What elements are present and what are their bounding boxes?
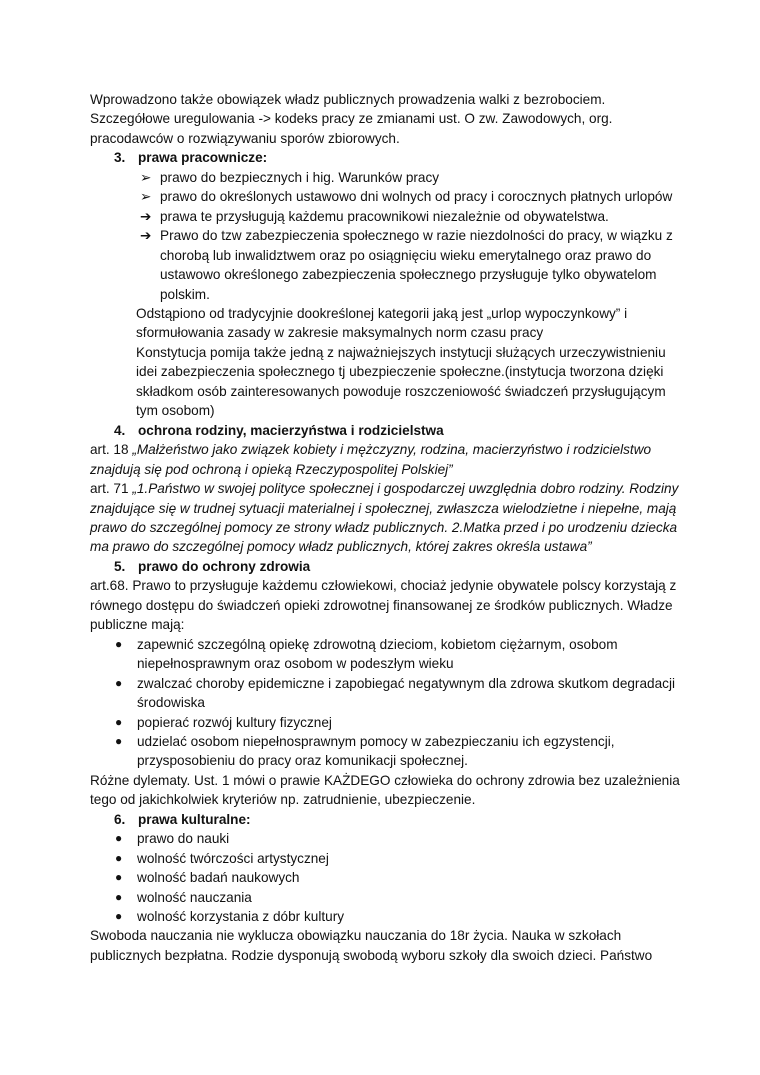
list-item-text: wolność badań naukowych	[137, 870, 300, 886]
list-item	[90, 849, 680, 868]
right-arrow-icon: ➔	[140, 228, 152, 244]
list-item	[90, 674, 680, 713]
article-quote: „Małżeństwo jako związek kobiety i mężczyzny, rodzina, macierzyństwo i rodzicielstwo znajdują się pod ochroną i opieką Rzeczypospolitej Polskiej”	[90, 442, 652, 477]
bullet-icon: ●	[115, 889, 123, 904]
bullet-icon: ●	[115, 909, 123, 924]
bullet-icon: ●	[115, 714, 123, 729]
list-item	[90, 713, 680, 732]
section-3-note-2: Konstytucja pomija także jedną z najważniejszych instytucji służących urzeczywistnieniu idei zabezpieczenia społecznego tj ubezpieczenie społeczne.(instytucja tworzona dzięki składkom osób zainteresowanych powoduje roszczeniowość świadczeń przysługującym tym osobom)	[136, 344, 666, 419]
section-6-heading	[90, 810, 680, 829]
list-item	[90, 207, 680, 226]
section-3-heading	[90, 148, 680, 167]
list-item	[90, 187, 680, 206]
arrowhead-bullet-icon: ➢	[140, 189, 152, 205]
list-item-text: zapewnić szczególną opiekę zdrowotną dzieciom, kobietom ciężarnym, osobom niepełnosprawnym oraz osobom w podeszłym wieku	[137, 636, 618, 672]
list-item	[90, 635, 680, 674]
bullet-icon: ●	[115, 870, 123, 885]
section-title: prawa kulturalne:	[138, 811, 251, 827]
list-item	[90, 168, 680, 187]
section-number: 6.	[114, 811, 126, 827]
section-title: prawa pracownicze:	[138, 150, 268, 166]
list-item-text: wolność korzystania z dóbr kultury	[137, 909, 345, 925]
article-quote: „1.Państwo w swojej polityce społecznej i gospodarczej uwzględnia dobro rodziny. Rodziny znajdujące się w trudnej sytuacji materialnej i społecznej, zwłaszcza wielodzietne i niepełne, mają prawo do szczególnej pomocy ze strony władz publicznych. 2.Matka przed i po urodzeniu dziecka ma prawo do szczególnej pomocy władz publicznych, której zakres określa ustawa”	[90, 481, 679, 555]
list-item-text: prawa te przysługują każdemu pracownikowi niezależnie od obywatelstwa.	[160, 208, 609, 224]
dilemmas-paragraph: Różne dylematy. Ust. 1 mówi o prawie KAŻDEGO człowieka do ochrony zdrowia bez uzależnienia tego od jakichkolwiek kryteriów np. zatrudnienie, ubezpieczenie.	[90, 772, 680, 808]
list-item-text: wolność nauczania	[137, 889, 252, 905]
section-title: prawo do ochrony zdrowia	[138, 558, 311, 574]
right-arrow-icon: ➔	[140, 208, 152, 224]
article-ref: art. 18	[90, 442, 133, 458]
document-page	[90, 90, 680, 965]
list-item	[90, 868, 680, 887]
bullet-icon: ●	[115, 733, 123, 748]
list-item-text: wolność twórczości artystycznej	[137, 850, 329, 866]
article-68: art.68. Prawo to przysługuje każdemu człowiekowi, chociaż jedynie obywatele polscy korzystają z równego dostępu do świadczeń opieki zdrowotnej finansowanej ze środków publicznych. Władze publiczne mają:	[90, 578, 677, 633]
section-number: 5.	[114, 558, 126, 574]
arrowhead-bullet-icon: ➢	[140, 169, 152, 185]
bullet-icon: ●	[115, 831, 123, 846]
article-18	[90, 440, 680, 479]
list-item-text: udzielać osobom niepełnosprawnym pomocy w zabezpieczaniu ich egzystencji, przysposobieniu do pracy oraz komunikacji społecznej.	[137, 733, 615, 769]
intro-paragraph: Wprowadzono także obowiązek władz publicznych prowadzenia walki z bezrobociem. Szczegółowe uregulowania -> kodeks pracy ze zmianami ust. O zw. Zawodowych, org. pracodawców o rozwiązywaniu sporów zbiorowych.	[90, 92, 613, 146]
list-item	[90, 907, 680, 926]
list-item-text: prawo do określonych ustawowo dni wolnych od pracy i corocznych płatnych urlopów	[160, 189, 673, 205]
article-71	[90, 479, 680, 557]
bullet-icon: ●	[115, 850, 123, 865]
list-item-text: popierać rozwój kultury fizycznej	[137, 714, 332, 730]
list-item	[90, 829, 680, 848]
section-title: ochrona rodziny, macierzyństwa i rodzicielstwa	[138, 422, 444, 438]
section-5-heading	[90, 557, 680, 576]
section-number: 4.	[114, 422, 126, 438]
list-item	[90, 888, 680, 907]
article-ref: art. 71	[90, 481, 133, 497]
section-4-heading	[90, 421, 680, 440]
list-item-text: Prawo do tzw zabezpieczenia społecznego w razie niezdolności do pracy, w wiązku z chorobą lub inwalidztwem oraz po osiągnięciu wieku emerytalnego oraz prawo do ustawowo określonego zabezpieczenia społecznego przysługuje tylko obywatelom polskim.	[160, 228, 673, 302]
list-item	[90, 732, 680, 771]
list-item-text: prawo do bezpiecznych i hig. Warunków pracy	[160, 169, 440, 185]
closing-paragraph: Swoboda nauczania nie wyklucza obowiązku nauczania do 18r życia. Nauka w szkołach publicznych bezpłatna. Rodzie dysponują swobodą wyboru szkoły dla swoich dzieci. Państwo	[90, 928, 653, 963]
section-3-note-1: Odstąpiono od tradycyjnie dookreślonej kategorii jaką jest „urlop wypoczynkowy” i sformułowania zasady w zakresie maksymalnych norm czasu pracy	[136, 305, 628, 341]
bullet-icon: ●	[115, 675, 123, 690]
list-item-text: prawo do nauki	[137, 831, 230, 847]
section-number: 3.	[114, 150, 126, 166]
list-item-text: zwalczać choroby epidemiczne i zapobiegać negatywnym dla zdrowa skutkom degradacji środowiska	[137, 675, 675, 711]
bullet-icon: ●	[115, 636, 123, 651]
list-item	[90, 226, 680, 304]
